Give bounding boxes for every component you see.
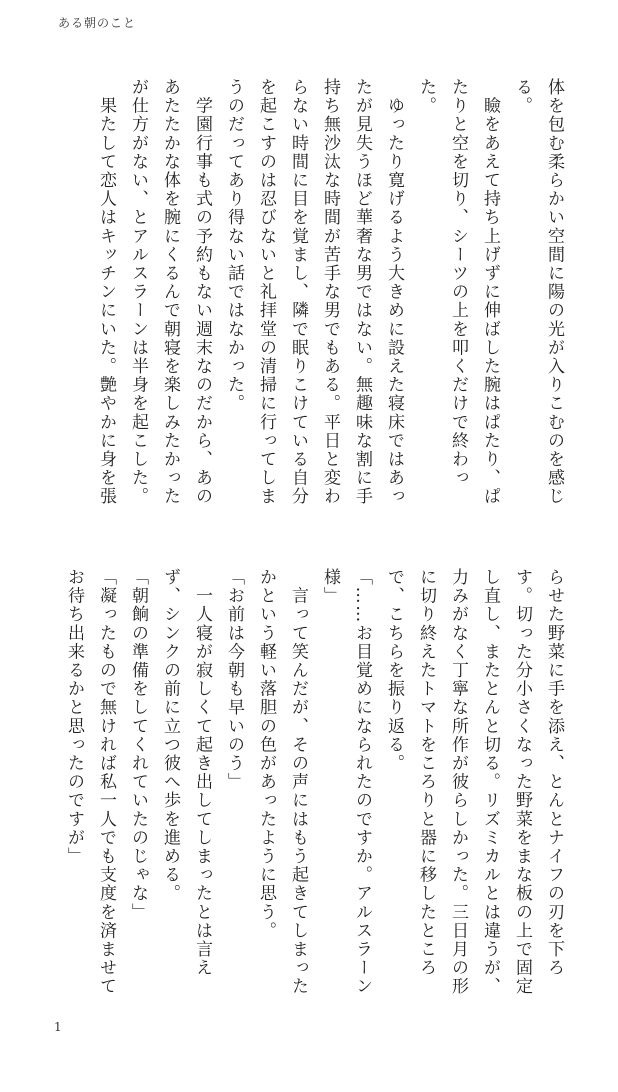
paragraph: 瞼をあえて持ち上げずに伸ばした腕はぱたり、ぱたりと空を切り、シーツの上を叩くだけで終わった。 — [416, 78, 500, 506]
paragraph: 言って笑んだが、その声にはもう起きてしまったかという軽い落胆の色があったように思う。 — [256, 568, 308, 996]
paragraph: 果たして恋人はキッチンにいた。艶やかに身を張 — [96, 78, 116, 506]
paragraph: 「お前は今朝も早いのう」 — [224, 568, 244, 792]
paragraph: ゆったり寛げるよう大きめに設えた寝床ではあったが見失うほど華奢な男ではない。無趣味な割に手持ち無沙汰な時間が苦手な男でもある。平日と変わらない時間に目を覚まし、隣で眠りこけている自分を起こすのは忍びないと礼拝堂の清掃に行ってしまうのだってあり得ない話ではなかった。 — [224, 78, 404, 506]
paragraph: 「……お目覚めになられたのですか。アルスラーン様」 — [320, 568, 372, 996]
paragraph: 「凝ったもので無ければ私一人でも支度を済ませてお待ち出来るかと思ったのですが」 — [64, 568, 116, 996]
text-block-bottom — [38, 568, 570, 1008]
page-number: 1 — [54, 1020, 62, 1034]
text-block-top — [38, 78, 570, 510]
paragraph: らせた野菜に手を添え、とんとナイフの刃を下ろす。切った分小さくなった野菜をまな板の上で固定し直し、またとんと切る。リズミカルとは違うが、力みがなく丁寧な所作が彼らしかった。三日月の形に切り終えたトマトをころりと器に移したところで、こちらを振り返る。 — [384, 568, 564, 996]
paragraph: 一人寝が寂しくて起き出してしまったとは言えず、シンクの前に立つ彼へ歩を進める。 — [160, 568, 212, 978]
paragraph: 体を包む柔らかい空間に陽の光が入りこむのを感じる。 — [512, 78, 564, 506]
paragraph: 「朝餉の準備をしてくれていたのじゃな」 — [128, 568, 148, 922]
document-header: ある朝のこと — [58, 16, 137, 30]
paragraph: 学園行事も式の予約もない週末なのだから、あのあたたかな体を腕にくるんで朝寝を楽しみたかったが仕方がない、とアルスラーンは半身を起こした。 — [128, 78, 212, 506]
